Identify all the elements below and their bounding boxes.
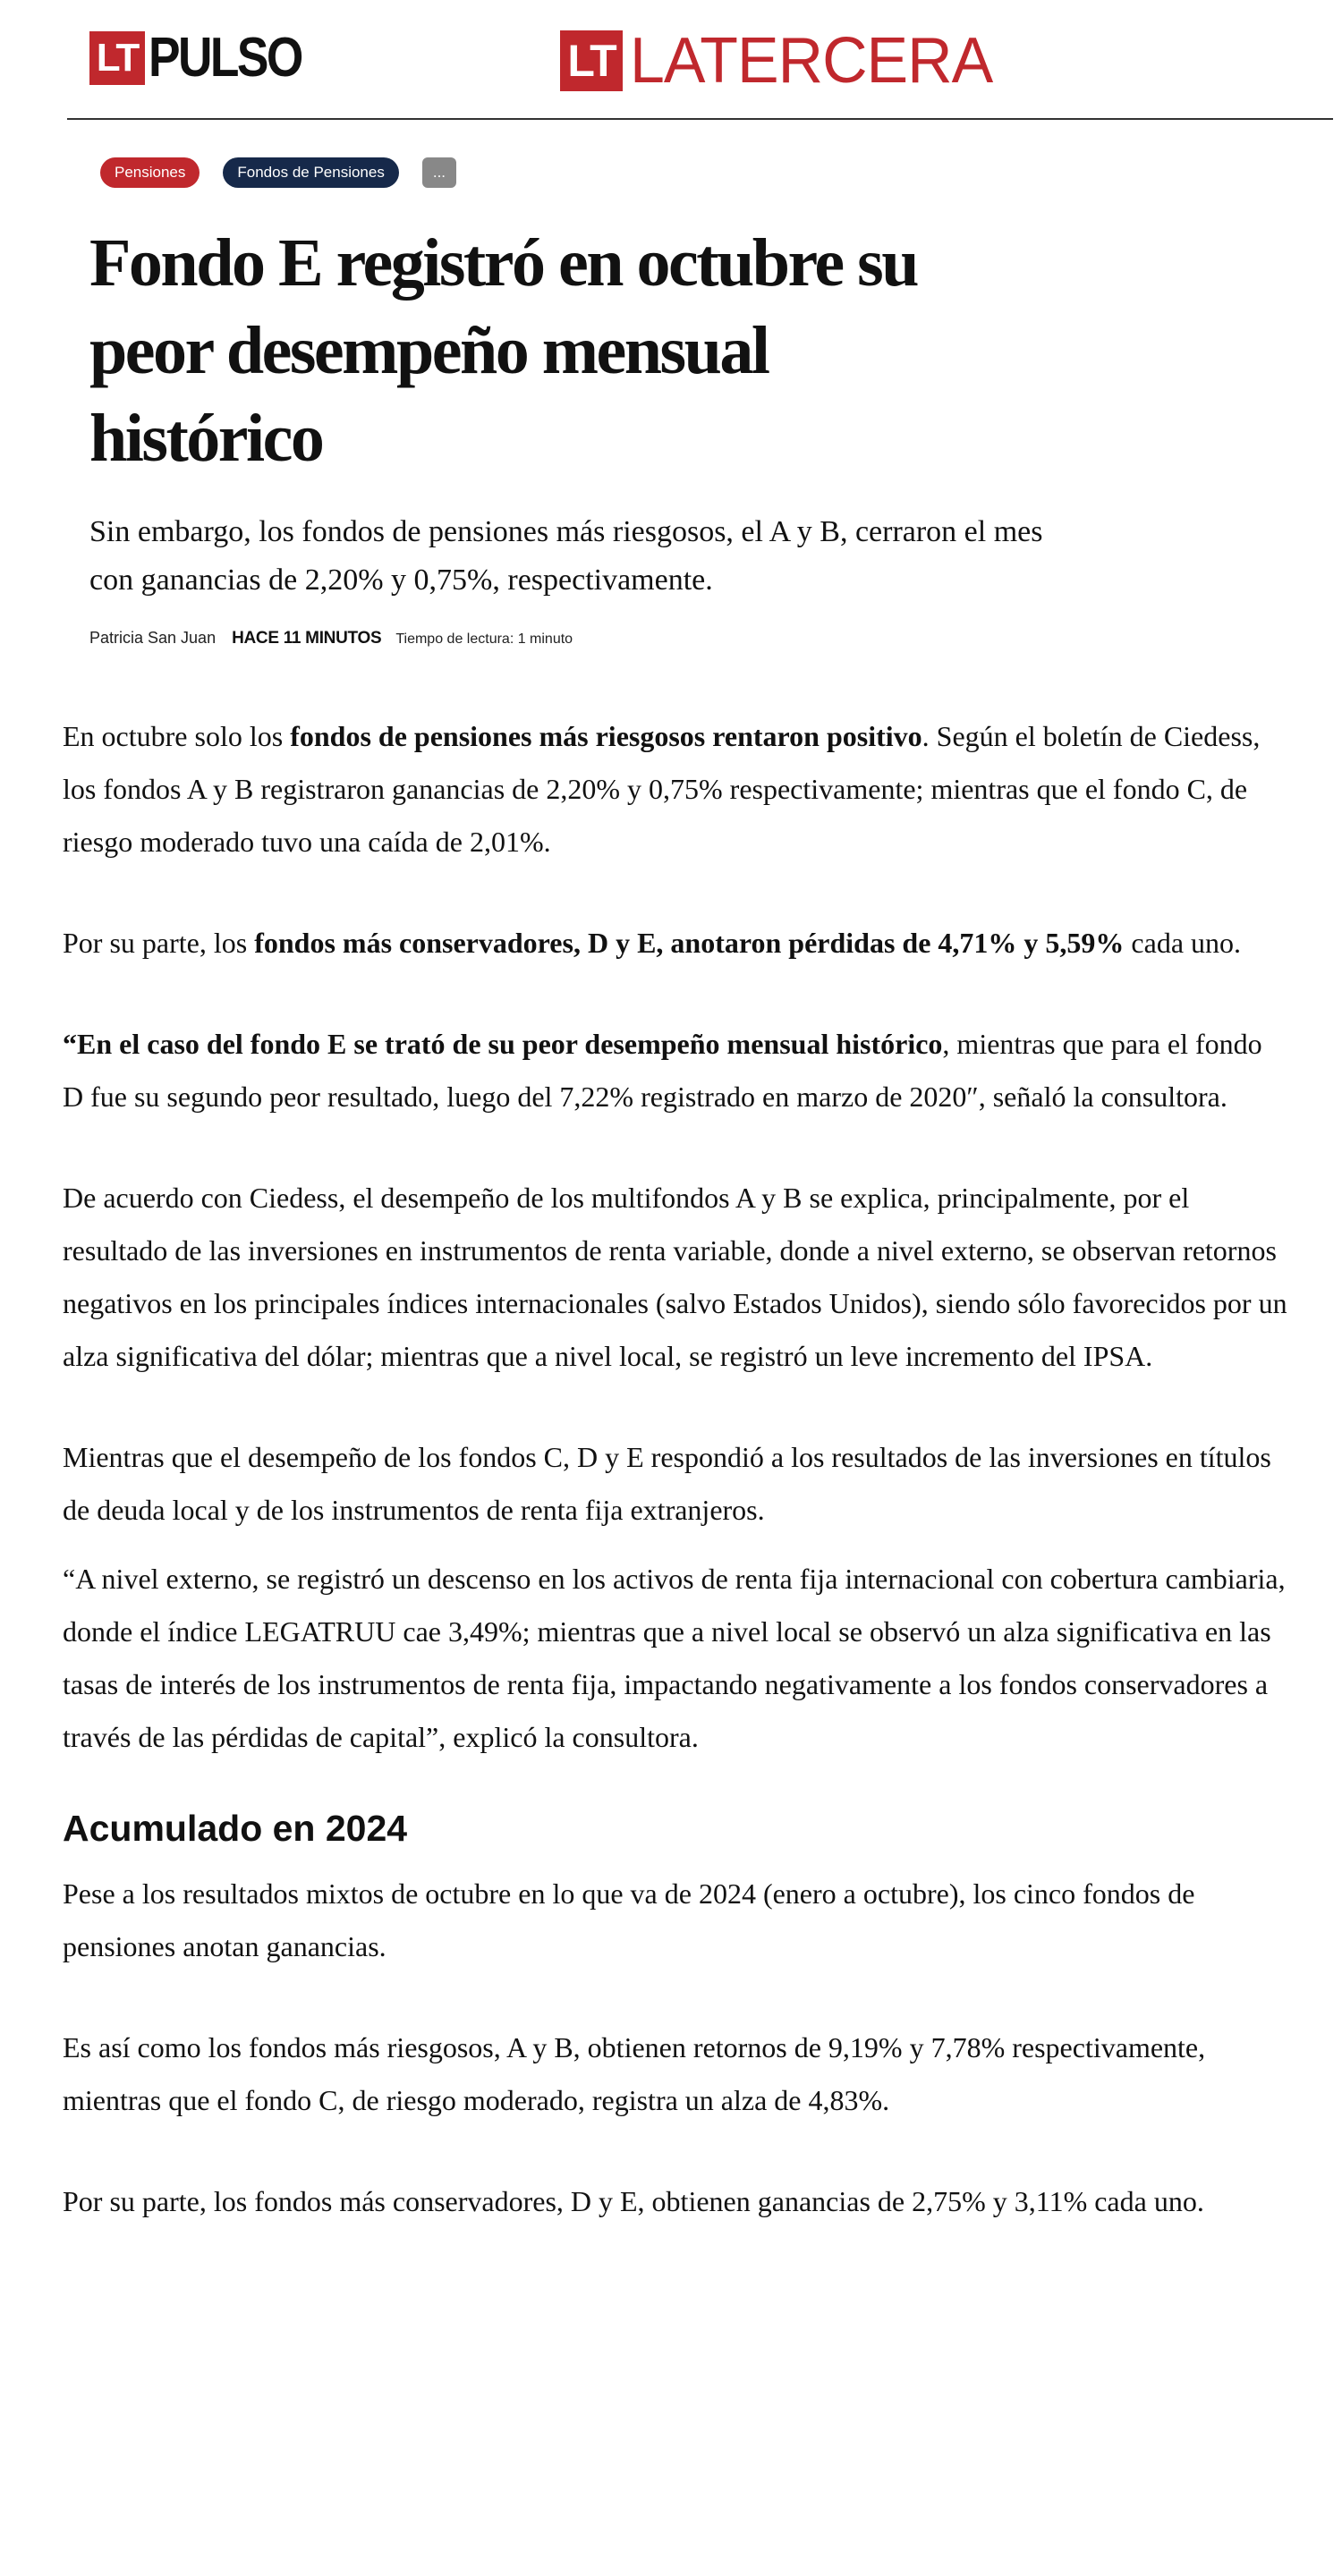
paragraph-2-text-a: Por su parte, los [63,927,255,959]
pulso-logo-word: PULSO [149,27,302,89]
paragraph-3-bold: “En el caso del fondo E se trató de su peor desempeño mensual histórico [63,1028,943,1060]
paragraph-2-bold: fondos más conservadores, D y E, anotaron pérdidas de 4,71% y 5,59% [254,927,1125,959]
byline [89,629,573,648]
la-tercera-logo-lt-mark: LT [560,30,623,91]
paragraph-5: Mientras que el desempeño de los fondos C, D y E respondió a los resultados de las inversiones en títulos de deuda local y de los instrumentos de renta fija extranjeros. [63,1441,1271,1526]
pulso-logo-lt-mark: LT [89,31,145,85]
tag-pensiones[interactable]: Pensiones [100,157,200,188]
author-link[interactable]: Patricia San Juan [89,629,217,647]
paragraph-7: Pese a los resultados mixtos de octubre en lo que va de 2024 (enero a octubre), los cinco fondos de pensiones anotan ganancias. [63,1877,1195,1962]
la-tercera-logo-word: LATERCERA [630,25,993,97]
paragraph-1-text-c: . Según el boletín de Ciedess, los fondos A y B registraron ganancias de 2,20% y 0,75% respectivamente; mientras que el fondo C, de riesgo moderado tuvo una caída de 2,01%. [63,720,1261,858]
paragraph-1 [63,710,1288,869]
tags-more-button[interactable]: ... [422,157,456,188]
reading-time: Tiempo de lectura: 1 minuto [395,631,573,647]
paragraph-2 [63,917,1288,970]
paragraph-3-text-c: , mientras que para el fondo D fue su segundo peor resultado, luego del 7,22% registrado en marzo de 2020″, señaló la consultora. [63,1028,1262,1113]
header-divider [67,118,1333,120]
published-time: HACE 11 MINUTOS [232,629,382,648]
article-subtitle: Sin embargo, los fondos de pensiones más riesgosos, el A y B, cerraron el mes con ganancias de 2,20% y 0,75%, respectivamente. [89,515,1043,597]
pulso-logo[interactable] [89,27,327,89]
paragraph-6: “A nivel externo, se registró un descenso en los activos de renta fija internacional con cobertura cambiaria, donde el índice LEGATRUU cae 3,49%; mientras que a nivel local se observó un alza significativa en las tasas de interés de los instrumentos de renta fija, impactando negativamente a los fondos conservadores a través de las pérdidas de capital”, explicó la consultora. [63,1563,1286,1753]
paragraph-4: De acuerdo con Ciedess, el desempeño de los multifondos A y B se explica, principalmente, por el resultado de las inversiones en instrumentos de renta variable, donde a nivel externo, se observan retornos negativos en los principales índices internacionales (salvo Estados Unidos), siendo sólo favorecidos por un alza significativa del dólar; mientras que a nivel local, se registró un leve incremento del IPSA. [63,1182,1287,1372]
article-title: Fondo E registró en octubre su peor desempeño mensual histórico [89,225,917,476]
paragraph-2-text-c: cada uno. [1124,927,1242,959]
section-heading: Acumulado en 2024 [63,1808,408,1849]
article-body [63,710,1288,2228]
paragraph-9: Por su parte, los fondos más conservadores, D y E, obtienen ganancias de 2,75% y 3,11% cada uno. [63,2185,1204,2217]
site-header [0,0,1342,120]
tag-fondos-de-pensiones[interactable]: Fondos de Pensiones [223,157,398,188]
paragraph-8: Es así como los fondos más riesgosos, A y B, obtienen retornos de 9,19% y 7,78% respectivamente, mientras que el fondo C, de riesgo moderado, registra un alza de 4,83%. [63,2031,1206,2116]
tag-list [100,157,456,188]
paragraph-1-text-a: En octubre solo los [63,720,291,752]
paragraph-3 [63,1018,1288,1123]
la-tercera-logo[interactable] [560,25,1004,97]
paragraph-1-bold: fondos de pensiones más riesgosos rentaron positivo [290,720,922,752]
